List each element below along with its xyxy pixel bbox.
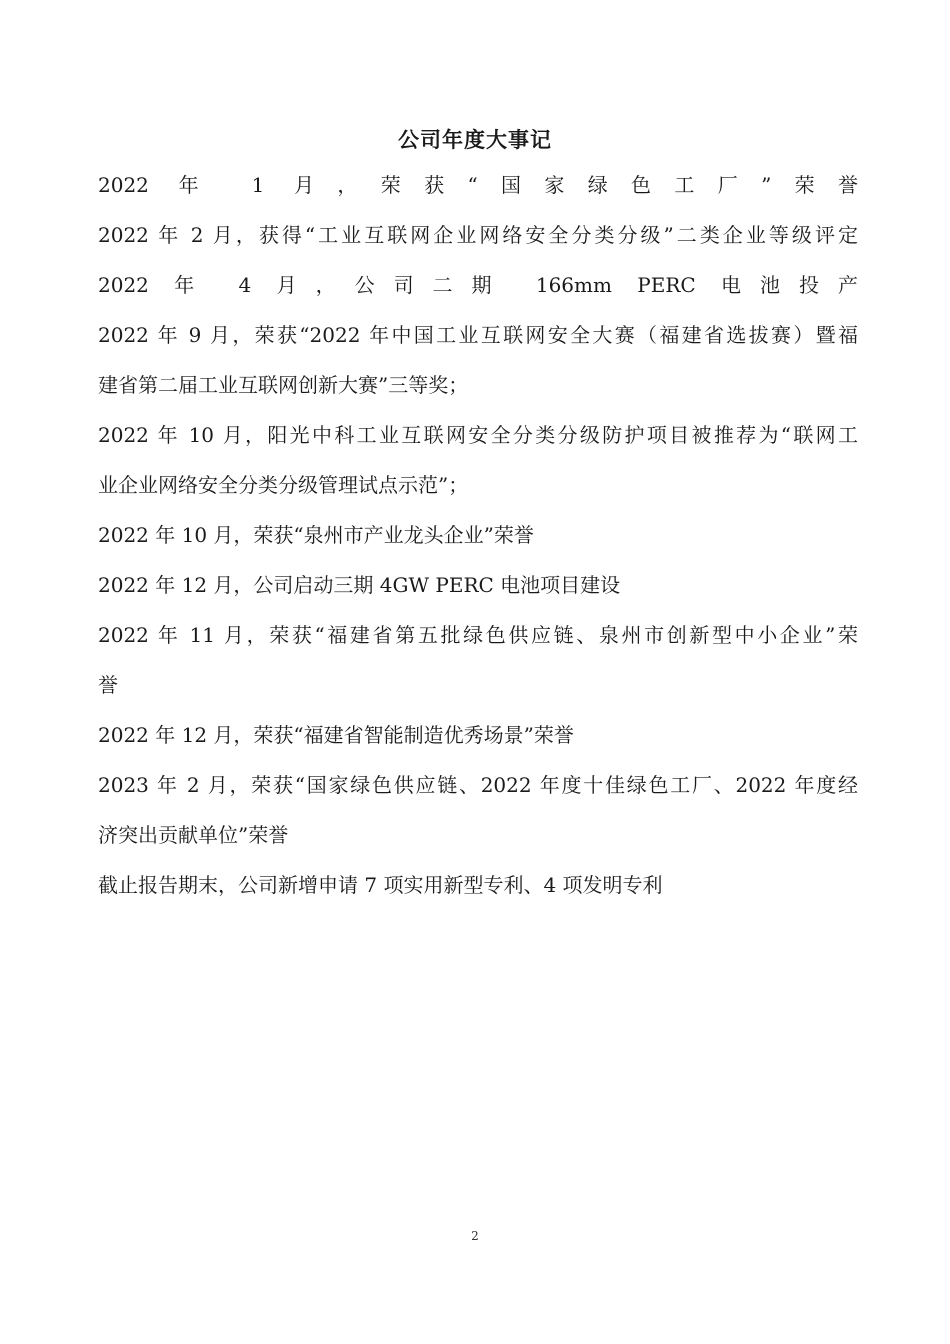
event-line-8: 2022 年 11 月，荣获“福建省第五批绿色供应链、泉州市创新型中小企业”荣 <box>98 623 858 647</box>
events-list <box>98 173 858 923</box>
event-line-9: 2022 年 12 月，荣获“福建省智能制造优秀场景”荣誉 <box>98 723 574 747</box>
event-line-2: 2022 年 2 月，获得“工业互联网企业网络安全分类分级”二类企业等级评定 <box>98 223 858 247</box>
event-line-3: 2022 年 4 月，公司二期 166mm PERC 电池投产 <box>98 273 858 297</box>
event-line-5: 2022 年 10 月，阳光中科工业互联网安全分类分级防护项目被推荐为“联网工 <box>98 423 858 447</box>
event-line-5-cont: 业企业网络安全分类分级管理试点示范”； <box>98 473 469 497</box>
event-line-1: 2022 年 1 月，荣获“国家绿色工厂”荣誉 <box>98 173 858 197</box>
event-line-10-cont: 济突出贡献单位”荣誉 <box>98 823 289 847</box>
event-line-8-cont: 誉 <box>98 673 118 697</box>
event-line-7: 2022 年 12 月，公司启动三期 4GW PERC 电池项目建设 <box>98 573 621 597</box>
event-line-6: 2022 年 10 月，荣获“泉州市产业龙头企业”荣誉 <box>98 523 534 547</box>
event-line-11: 截止报告期末，公司新增申请 7 项实用新型专利、4 项发明专利 <box>98 873 663 897</box>
page-title: 公司年度大事记 <box>398 128 552 152</box>
event-line-4: 2022 年 9 月，荣获“2022 年中国工业互联网安全大赛（福建省选拔赛）暨福 <box>98 323 858 347</box>
event-line-10: 2023 年 2 月，荣获“国家绿色供应链、2022 年度十佳绿色工厂、2022 年度经 <box>98 773 858 797</box>
event-line-4-cont: 建省第二届工业互联网创新大赛”三等奖； <box>98 373 469 397</box>
page-number: 2 <box>471 1229 479 1243</box>
